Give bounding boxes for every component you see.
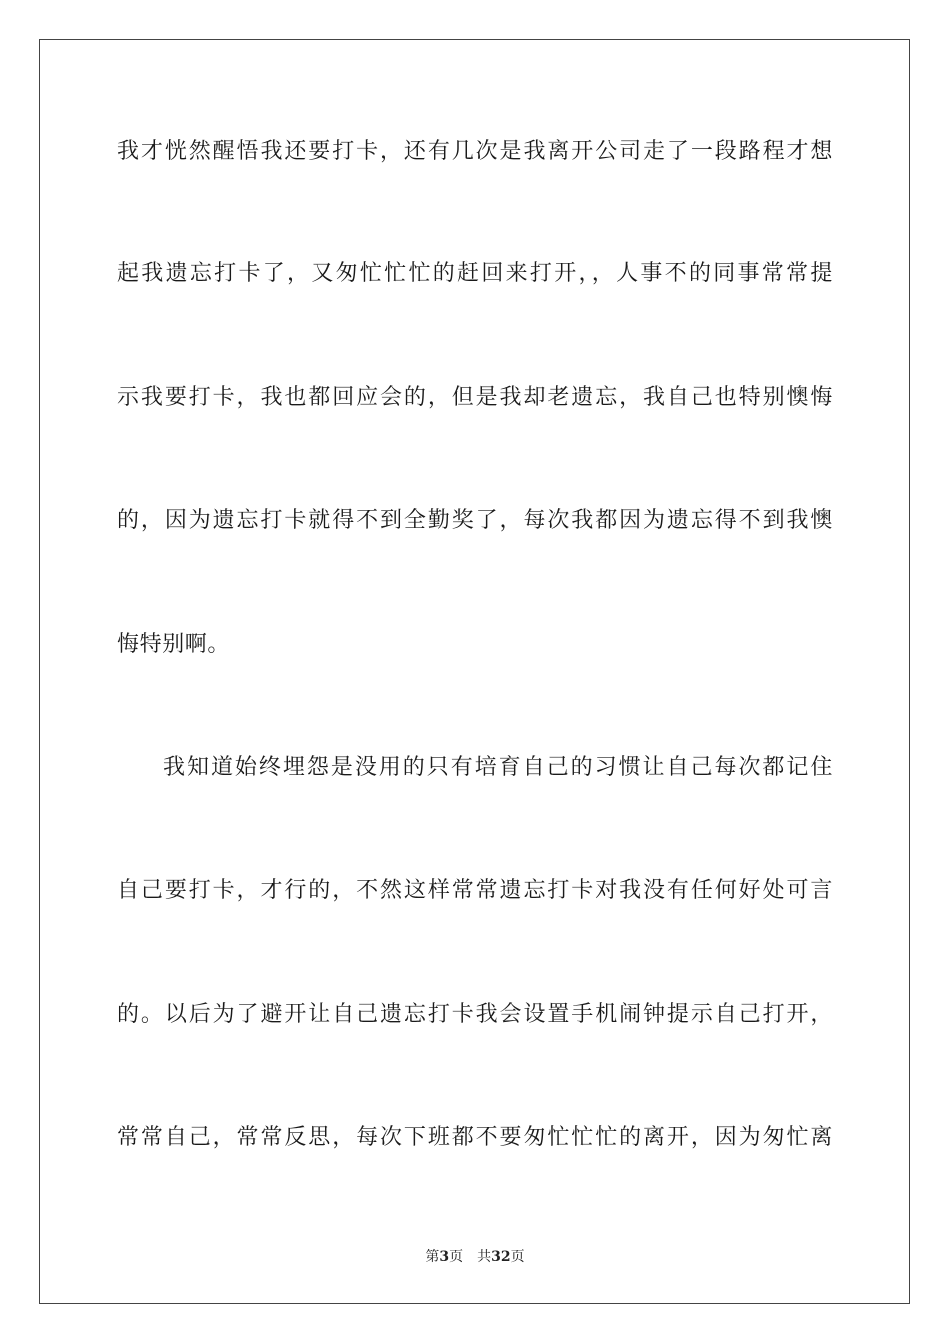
text-line: 的，因为遗忘打卡就得不到全勤奖了，每次我都因为遗忘得不到我懊 <box>117 508 833 533</box>
page-footer <box>0 1248 950 1266</box>
total-pages-indicator: 共32页 <box>477 1249 525 1265</box>
text-line: 常常自己，常常反思，每次下班都不要匆忙忙忙的离开，因为匆忙离 <box>117 1125 833 1150</box>
text-line: 我才恍然醒悟我还要打卡，还有几次是我离开公司走了一段路程才想 <box>117 139 833 164</box>
text-line: 我知道始终埋怨是没用的只有培育自己的习惯让自己每次都记住 <box>163 755 833 780</box>
page-border <box>39 39 910 1304</box>
text-line: 示我要打卡，我也都回应会的，但是我却老遗忘，我自己也特别懊悔 <box>117 385 833 410</box>
text-line: 悔特别啊。 <box>117 632 231 657</box>
text-line: 的。以后为了避开让自己遗忘打卡我会设置手机闹钟提示自己打开， <box>117 1002 833 1027</box>
text-line: 自己要打卡，才行的，不然这样常常遗忘打卡对我没有任何好处可言 <box>117 878 833 903</box>
text-line: 起我遗忘打卡了，又匆忙忙忙的赶回来打开，，人事不的同事常常提 <box>117 261 833 286</box>
page-indicator: 第3页 <box>425 1249 464 1265</box>
